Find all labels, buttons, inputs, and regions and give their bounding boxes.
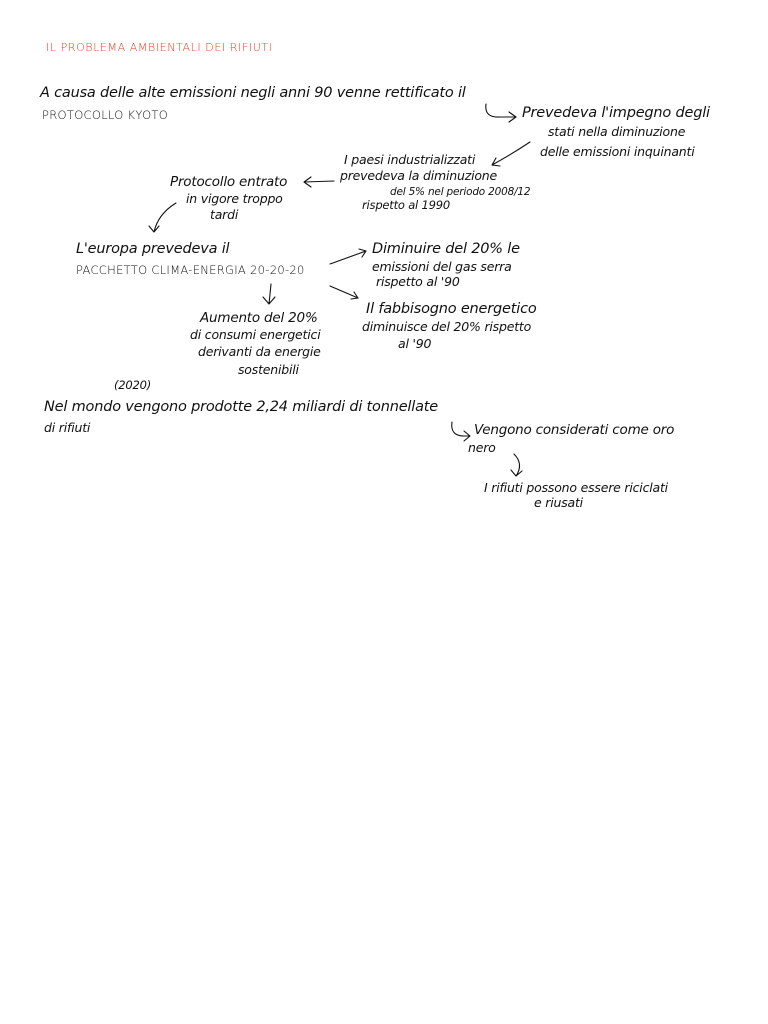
oro-line-2: nero	[468, 440, 496, 455]
paesi-line-4: rispetto al 1990	[362, 198, 450, 212]
arrow-prevedeva-to-paesi	[492, 142, 530, 166]
arrow-europa-to-diminuire	[330, 249, 366, 264]
mondo-year: (2020)	[114, 378, 152, 392]
aumento-line-1: Aumento del 20%	[200, 310, 318, 326]
diminuire-line-2: emissioni del gas serra	[372, 259, 512, 274]
aumento-line-4: sostenibili	[238, 362, 299, 377]
riciclati-line-2: e riusati	[534, 495, 583, 510]
oro-line-1: Vengono considerati come oro	[474, 422, 675, 438]
kyoto-prevedeva-line-1: Prevedeva l'impegno degli	[522, 105, 710, 121]
arrow-paesi-to-entrato	[304, 177, 334, 187]
entrato-line-3: tardi	[210, 207, 239, 222]
entrato-line-1: Protocollo entrato	[170, 174, 288, 190]
europa-line-1: L'europa prevedeva il	[76, 241, 230, 257]
paesi-line-3: del 5% nel periodo 2008/12	[390, 186, 531, 198]
aumento-line-2: di consumi energetici	[190, 327, 321, 342]
arrow-europa-to-aumento	[263, 284, 275, 304]
arrow-kyoto-to-prevedeva	[486, 104, 516, 122]
kyoto-prevedeva-line-3: delle emissioni inquinanti	[540, 144, 695, 159]
kyoto-protocol-label: PROTOCOLLO KYOTO	[42, 108, 169, 122]
paesi-line-2: prevedeva la diminuzione	[340, 168, 498, 183]
kyoto-intro-line: A causa delle alte emissioni negli anni 90 venne rettificato il	[40, 85, 466, 101]
aumento-line-3: derivanti da energie	[198, 344, 321, 359]
arrow-europa-to-fabbisogno	[330, 286, 358, 299]
page-title: IL PROBLEMA AMBIENTALI DEI RIFIUTI	[46, 41, 273, 54]
fabbisogno-line-2: diminuisce del 20% rispetto	[362, 319, 532, 334]
arrow-oro-hook	[452, 422, 470, 441]
europa-pacchetto: PACCHETTO CLIMA-ENERGIA 20-20-20	[76, 263, 305, 277]
paesi-line-1: I paesi industrializzati	[344, 152, 476, 167]
arrow-entrato-to-europa	[149, 203, 176, 232]
riciclati-line-1: I rifiuti possono essere riciclati	[484, 480, 668, 495]
entrato-line-2: in vigore troppo	[186, 191, 283, 206]
diminuire-line-1: Diminuire del 20% le	[372, 241, 520, 257]
arrow-oro-to-riciclati	[511, 454, 522, 476]
fabbisogno-line-1: Il fabbisogno energetico	[366, 301, 537, 317]
kyoto-prevedeva-line-2: stati nella diminuzione	[548, 124, 686, 139]
diminuire-line-3: rispetto al '90	[376, 274, 460, 289]
mondo-line-2: di rifiuti	[44, 420, 91, 435]
fabbisogno-line-3: al '90	[398, 336, 432, 351]
mondo-line-1: Nel mondo vengono prodotte 2,24 miliardi di tonnellate	[44, 399, 438, 415]
